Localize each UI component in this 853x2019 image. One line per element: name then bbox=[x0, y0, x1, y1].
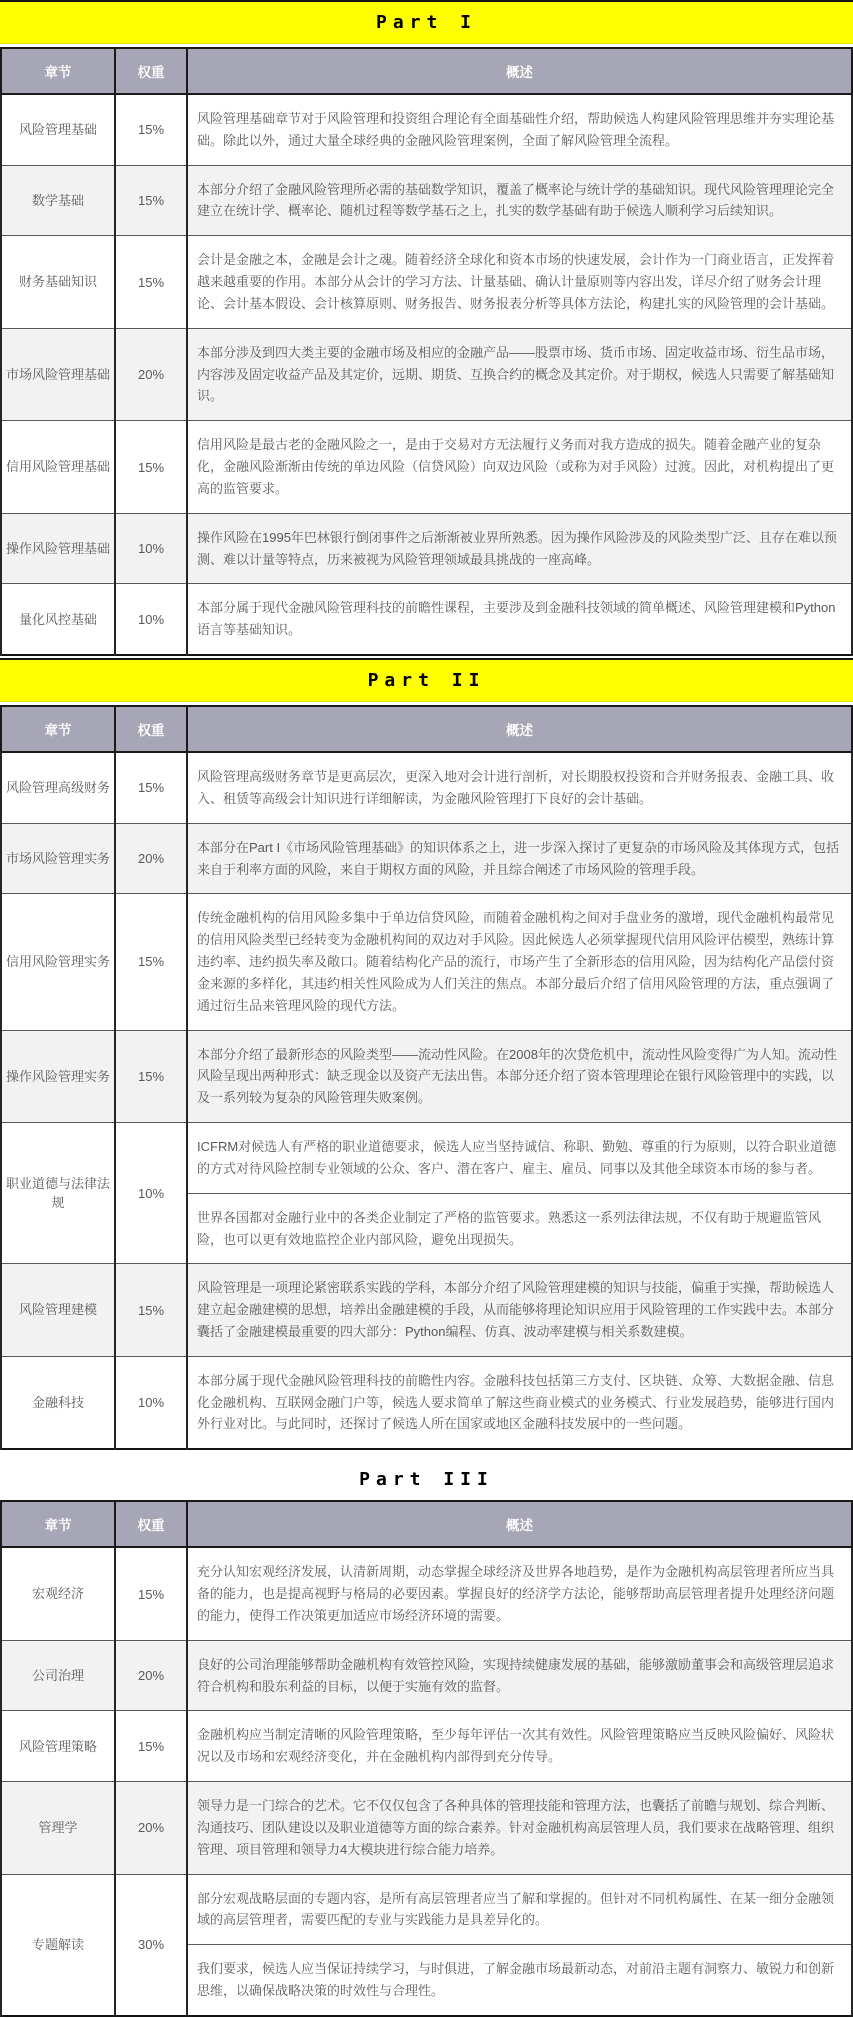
desc-cell: 本部分介绍了最新形态的风险类型——流动性风险。在2008年的次贷危机中，流动性风险变得广为人知。流动性风险呈现出两种形式：缺乏现金以及资产无法出售。本部分还介绍了资本管理理论在银行风险管理中的实践，以及一系列较为复杂的风险管理失败案例。 bbox=[187, 1030, 852, 1122]
table-row bbox=[1, 1547, 852, 1640]
desc-cell: 良好的公司治理能够帮助金融机构有效管控风险，实现持续健康发展的基础，能够激励董事会和高级管理层追求符合机构和股东利益的目标，以便于实施有效的监督。 bbox=[187, 1640, 852, 1711]
weight-cell: 15% bbox=[115, 1711, 187, 1782]
desc-cell: 世界各国都对金融行业中的各类企业制定了严格的监管要求。熟悉这一系列法律法规，不仅有助于规避监管风险，也可以更有效地监控企业内部风险，避免出现损失。 bbox=[187, 1193, 852, 1264]
desc-cell: 操作风险在1995年巴林银行倒闭事件之后渐渐被业界所熟悉。因为操作风险涉及的风险类型广泛、且存在难以预测、难以计量等特点，历来被视为风险管理领域最具挑战的一座高峰。 bbox=[187, 513, 852, 584]
chapter-cell: 专题解读 bbox=[1, 1874, 115, 2016]
table-row bbox=[1, 236, 852, 328]
chapter-cell: 风险管理基础 bbox=[1, 94, 115, 165]
chapter-cell: 金融科技 bbox=[1, 1356, 115, 1449]
weight-cell: 15% bbox=[115, 752, 187, 823]
chapter-cell: 风险管理策略 bbox=[1, 1711, 115, 1782]
desc-cell: 本部分涉及到四大类主要的金融市场及相应的金融产品——股票市场、货币市场、固定收益市场、衍生品市场，内容涉及固定收益产品及其定价，远期、期货、互换合约的概念及其定价。对于期权，候选人只需要了解基础知识。 bbox=[187, 328, 852, 420]
desc-cell: 风险管理基础章节对于风险管理和投资组合理论有全面基础性介绍，帮助候选人构建风险管理思维并夯实理论基础。除此以外，通过大量全球经典的金融风险管理案例，全面了解风险管理全流程。 bbox=[187, 94, 852, 165]
chapter-cell: 市场风险管理基础 bbox=[1, 328, 115, 420]
desc-cell: 本部分属于现代金融风险管理科技的前瞻性内容。金融科技包括第三方支付、区块链、众筹、大数据金融、信息化金融机构、互联网金融门户等，候选人要求简单了解这些商业模式的业务模式、行业发展趋势，能够进行国内外行业对比。与此同时，还探讨了候选人所在国家或地区金融科技发展中的一些问题。 bbox=[187, 1356, 852, 1449]
table-row bbox=[1, 1264, 852, 1356]
part-1-band bbox=[0, 0, 853, 44]
chapter-cell: 操作风险管理实务 bbox=[1, 1030, 115, 1122]
table-row bbox=[1, 1640, 852, 1711]
desc-cell: 风险管理高级财务章节是更高层次，更深入地对会计进行剖析，对长期股权投资和合并财务报表、金融工具、收入、租赁等高级会计知识进行详细解读，为金融风险管理打下良好的会计基础。 bbox=[187, 752, 852, 823]
part-3-table bbox=[0, 1500, 853, 2017]
weight-cell: 15% bbox=[115, 236, 187, 328]
weight-cell: 10% bbox=[115, 1123, 187, 1264]
chapter-cell: 数学基础 bbox=[1, 165, 115, 236]
table-row bbox=[1, 894, 852, 1030]
chapter-cell: 风险管理高级财务 bbox=[1, 752, 115, 823]
table-row bbox=[1, 1123, 852, 1194]
chapter-cell: 信用风险管理实务 bbox=[1, 894, 115, 1030]
table-row bbox=[1, 1030, 852, 1122]
weight-cell: 15% bbox=[115, 94, 187, 165]
desc-cell: 本部分在Part I《市场风险管理基础》的知识体系之上，进一步深入探讨了更复杂的市场风险及其体现方式，包括来自于利率方面的风险，来自于期权方面的风险，并且综合阐述了市场风险的管理手段。 bbox=[187, 823, 852, 894]
chapter-cell: 操作风险管理基础 bbox=[1, 513, 115, 584]
part-3-title: Part III bbox=[359, 1468, 494, 1490]
table-header-row bbox=[1, 48, 852, 94]
desc-cell: 金融机构应当制定清晰的风险管理策略，至少每年评估一次其有效性。风险管理策略应当反映风险偏好、风险状况以及市场和宏观经济变化，并在金融机构内部得到充分传导。 bbox=[187, 1711, 852, 1782]
desc-cell: 风险管理是一项理论紧密联系实践的学科，本部分介绍了风险管理建模的知识与技能，偏重于实操，帮助候选人建立起金融建模的思想，培养出金融建模的手段，从而能够将理论知识应用于风险管理的工作实践中去。本部分囊括了金融建模最重要的四大部分：Python编程、仿真、波动率建模与相关系数建模。 bbox=[187, 1264, 852, 1356]
weight-cell: 15% bbox=[115, 1547, 187, 1640]
column-header-overview: 概述 bbox=[187, 1501, 852, 1547]
column-header-chapter: 章节 bbox=[1, 48, 115, 94]
table-header-row bbox=[1, 1501, 852, 1547]
chapter-cell: 量化风控基础 bbox=[1, 584, 115, 655]
table-row bbox=[1, 421, 852, 513]
weight-cell: 15% bbox=[115, 894, 187, 1030]
column-header-weight: 权重 bbox=[115, 706, 187, 752]
part-1-title: Part I bbox=[375, 12, 478, 33]
chapter-cell: 职业道德与法律法规 bbox=[1, 1123, 115, 1264]
part-2-band bbox=[0, 658, 853, 702]
desc-cell: 领导力是一门综合的艺术。它不仅仅包含了各种具体的管理技能和管理方法，也囊括了前瞻与规划、综合判断、沟通技巧、团队建设以及职业道德等方面的综合素养。针对金融机构高层管理人员，我们要求在战略管理、组织管理、项目管理和领导力4大模块进行综合能力培养。 bbox=[187, 1782, 852, 1874]
weight-cell: 20% bbox=[115, 328, 187, 420]
column-header-weight: 权重 bbox=[115, 48, 187, 94]
column-header-overview: 概述 bbox=[187, 706, 852, 752]
desc-cell: 会计是金融之本，金融是会计之魂。随着经济全球化和资本市场的快速发展，会计作为一门商业语言，正发挥着越来越重要的作用。本部分从会计的学习方法、计量基础、确认计量原则等内容出发，详尽介绍了财务会计理论、会计基本假设、会计核算原则、财务报告、财务报表分析等具体方法论，构建扎实的风险管理的会计基础。 bbox=[187, 236, 852, 328]
weight-cell: 30% bbox=[115, 1874, 187, 2016]
desc-cell: 本部分介绍了金融风险管理所必需的基础数学知识，覆盖了概率论与统计学的基础知识。现代风险管理理论完全建立在统计学、概率论、随机过程等数学基石之上，扎实的数学基础有助于候选人顺利学习后续知识。 bbox=[187, 165, 852, 236]
weight-cell: 20% bbox=[115, 823, 187, 894]
chapter-cell: 宏观经济 bbox=[1, 1547, 115, 1640]
part-2-table bbox=[0, 705, 853, 1450]
table-row bbox=[1, 165, 852, 236]
part-2-title: Part II bbox=[367, 670, 486, 692]
chapter-cell: 市场风险管理实务 bbox=[1, 823, 115, 894]
weight-cell: 10% bbox=[115, 584, 187, 655]
chapter-cell: 财务基础知识 bbox=[1, 236, 115, 328]
weight-cell: 10% bbox=[115, 1356, 187, 1449]
weight-cell: 10% bbox=[115, 513, 187, 584]
desc-cell: 传统金融机构的信用风险多集中于单边信贷风险，而随着金融机构之间对手盘业务的激增，现代金融机构最常见的信用风险类型已经转变为金融机构间的双边对手风险。因此候选人必须掌握现代信用风险评估模型，熟练计算违约率、违约损失率及敞口。随着结构化产品的流行，市场产生了全新形态的信用风险，因为结构化产品偿付资金来源的多样化，其违约相关性风险成为人们关注的焦点。本部分最后介绍了信用风险管理的方法，重点强调了通过衍生品来管理风险的现代方法。 bbox=[187, 894, 852, 1030]
chapter-cell: 公司治理 bbox=[1, 1640, 115, 1711]
weight-cell: 15% bbox=[115, 421, 187, 513]
desc-cell: 我们要求，候选人应当保证持续学习，与时俱进，了解金融市场最新动态，对前沿主题有洞察力、敏锐力和创新思维，以确保战略决策的时效性与合理性。 bbox=[187, 1945, 852, 2016]
chapter-cell: 管理学 bbox=[1, 1782, 115, 1874]
table-row bbox=[1, 328, 852, 420]
desc-cell: 信用风险是最古老的金融风险之一，是由于交易对方无法履行义务而对我方造成的损失。随着金融产业的复杂化，金融风险渐渐由传统的单边风险（信贷风险）向双边风险（或称为对手风险）过渡。因此，对机构提出了更高的监管要求。 bbox=[187, 421, 852, 513]
table-header-row bbox=[1, 706, 852, 752]
desc-cell: 本部分属于现代金融风险管理科技的前瞻性课程，主要涉及到金融科技领域的简单概述、风险管理建模和Python语言等基础知识。 bbox=[187, 584, 852, 655]
column-header-weight: 权重 bbox=[115, 1501, 187, 1547]
table-row bbox=[1, 584, 852, 655]
part-1-table bbox=[0, 47, 853, 656]
table-row bbox=[1, 752, 852, 823]
weight-cell: 20% bbox=[115, 1640, 187, 1711]
part-3-band bbox=[0, 1462, 853, 1496]
chapter-cell: 信用风险管理基础 bbox=[1, 421, 115, 513]
column-header-overview: 概述 bbox=[187, 48, 852, 94]
chapter-cell: 风险管理建模 bbox=[1, 1264, 115, 1356]
table-row bbox=[1, 513, 852, 584]
desc-cell: 部分宏观战略层面的专题内容，是所有高层管理者应当了解和掌握的。但针对不同机构属性、在某一细分金融领域的高层管理者，需要匹配的专业与实践能力是具差异化的。 bbox=[187, 1874, 852, 1945]
table-row bbox=[1, 1782, 852, 1874]
table-row bbox=[1, 823, 852, 894]
table-row bbox=[1, 1711, 852, 1782]
table-row bbox=[1, 1874, 852, 1945]
weight-cell: 20% bbox=[115, 1782, 187, 1874]
column-header-chapter: 章节 bbox=[1, 1501, 115, 1547]
table-row bbox=[1, 94, 852, 165]
column-header-chapter: 章节 bbox=[1, 706, 115, 752]
table-row bbox=[1, 1356, 852, 1449]
desc-cell: ICFRM对候选人有严格的职业道德要求，候选人应当坚持诚信、称职、勤勉、尊重的行为原则，以符合职业道德的方式对待风险控制专业领域的公众、客户、潜在客户、雇主、雇员、同事以及其他全球资本市场的参与者。 bbox=[187, 1123, 852, 1194]
desc-cell: 充分认知宏观经济发展，认清新周期，动态掌握全球经济及世界各地趋势，是作为金融机构高层管理者所应当具备的能力，也是提高视野与格局的必要因素。掌握良好的经济学方法论，能够帮助高层管理者提升处理经济问题的能力，使得工作决策更加适应市场经济环境的需要。 bbox=[187, 1547, 852, 1640]
weight-cell: 15% bbox=[115, 1030, 187, 1122]
weight-cell: 15% bbox=[115, 1264, 187, 1356]
weight-cell: 15% bbox=[115, 165, 187, 236]
